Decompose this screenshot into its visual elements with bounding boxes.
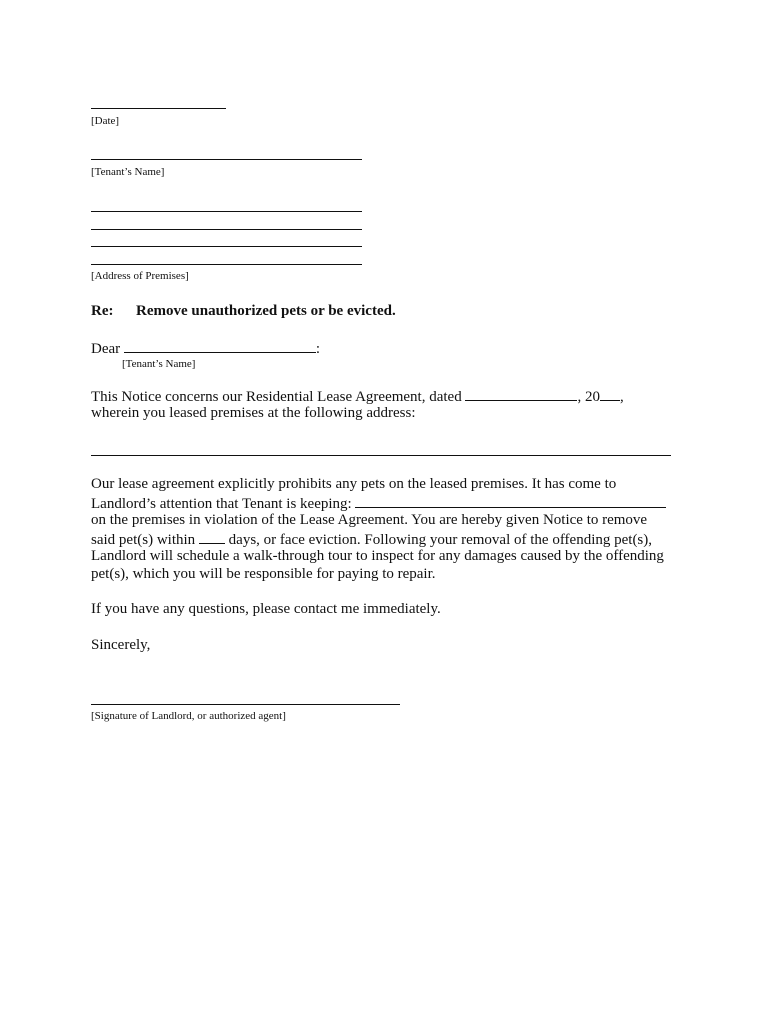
re-subject: Remove unauthorized pets or be evicted. <box>136 303 396 319</box>
address-of-premises-label: [Address of Premises] <box>91 270 189 282</box>
year-prefix-text: , 20 <box>577 389 600 405</box>
within-text: said pet(s) within <box>91 532 196 548</box>
signature-line[interactable] <box>91 704 400 705</box>
days-eviction-text: days, or face eviction. Following your removal of the offending pet(s), <box>228 532 653 548</box>
paragraph-2-line-2 <box>91 493 666 513</box>
salutation <box>91 338 320 358</box>
premises-address-line[interactable] <box>91 455 671 456</box>
paragraph-2-line-3: on the premises in violation of the Lease Agreement. You are hereby given Notice to remove <box>91 512 648 528</box>
closing: Sincerely, <box>91 637 151 653</box>
dear-tenant-name-label: [Tenant’s Name] <box>122 358 196 370</box>
paragraph-2-line-5: Landlord will schedule a walk-through tour to inspect for any damages caused by the offending <box>91 548 664 564</box>
date-line[interactable] <box>91 108 226 109</box>
re-prefix: Re: <box>91 303 114 319</box>
lease-year-blank[interactable] <box>600 386 620 401</box>
lease-dated-text: This Notice concerns our Residential Lease Agreement, dated <box>91 389 462 405</box>
lease-date-blank[interactable] <box>465 386 577 401</box>
tenant-name-line[interactable] <box>91 159 362 160</box>
days-blank[interactable] <box>199 529 225 544</box>
paragraph-2-line-4 <box>91 529 652 549</box>
tenant-name-label: [Tenant’s Name] <box>91 166 165 178</box>
dear-tenant-name-blank[interactable] <box>124 338 316 353</box>
dear-word: Dear <box>91 341 121 357</box>
dear-colon: : <box>315 341 321 357</box>
paragraph-1-line-1 <box>91 386 624 406</box>
pet-description-blank[interactable] <box>355 493 666 508</box>
comma-text: , <box>619 389 624 405</box>
date-label: [Date] <box>91 115 120 127</box>
address-line-1[interactable] <box>91 211 362 212</box>
signature-label: [Signature of Landlord, or authorized agent] <box>91 710 286 722</box>
paragraph-2-line-1: Our lease agreement explicitly prohibits any pets on the leased premises. It has come to <box>91 476 617 492</box>
address-line-4[interactable] <box>91 264 362 265</box>
tenant-keeping-text: Landlord’s attention that Tenant is keeping: <box>91 496 352 512</box>
paragraph-1-line-2: wherein you leased premises at the following address: <box>91 405 416 421</box>
paragraph-3: If you have any questions, please contact me immediately. <box>91 601 441 617</box>
address-line-2[interactable] <box>91 229 362 230</box>
paragraph-2-line-6: pet(s), which you will be responsible for paying to repair. <box>91 566 436 582</box>
address-line-3[interactable] <box>91 246 362 247</box>
